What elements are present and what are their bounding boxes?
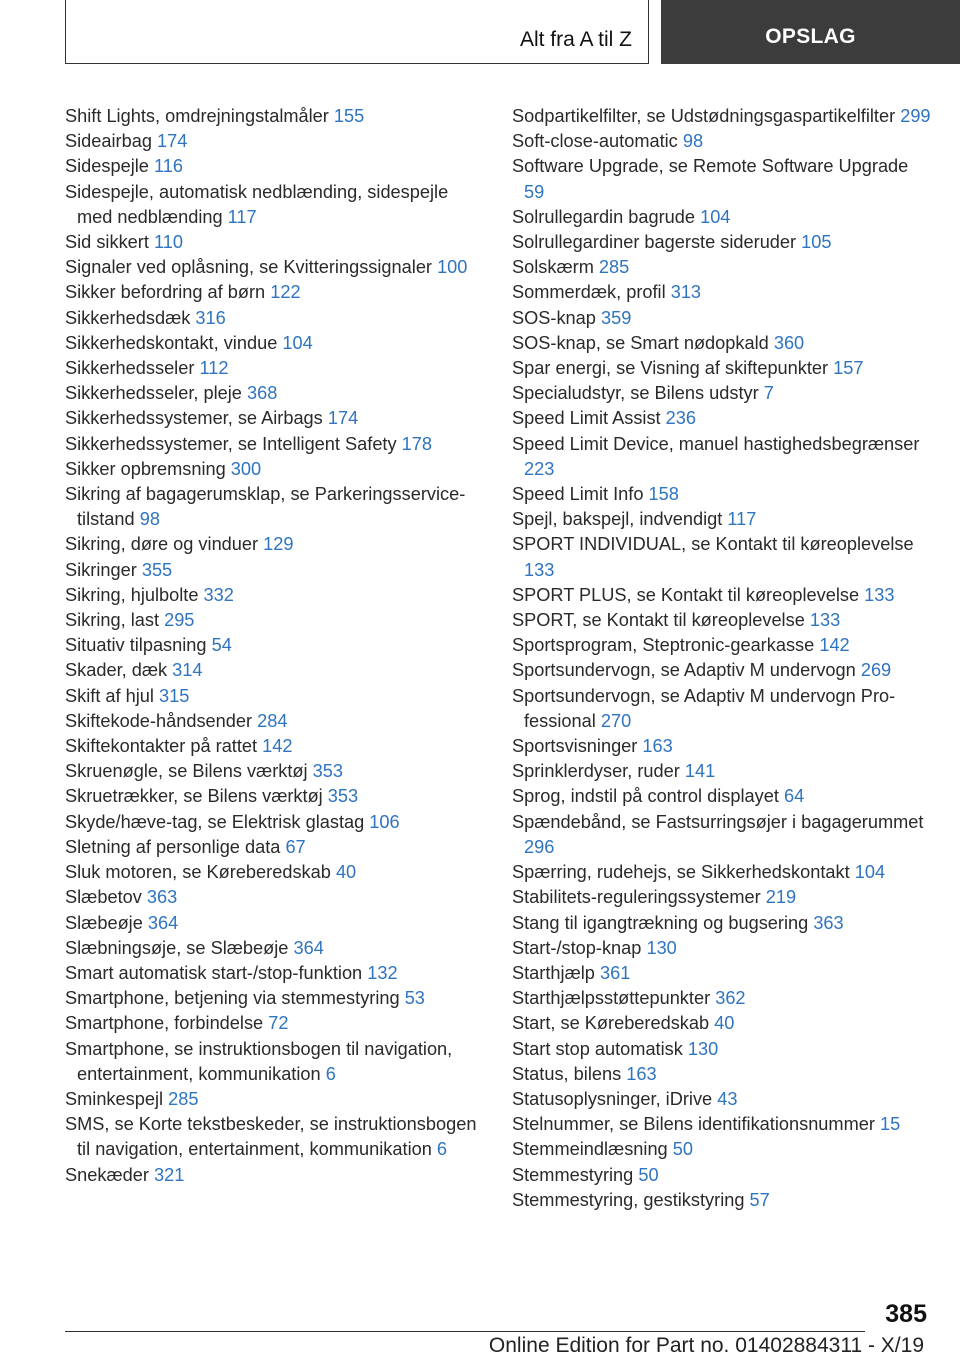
- entry-term: Sikkerhedskontakt, vindue: [65, 332, 278, 353]
- index-entry: [65, 280, 485, 305]
- entry-page-link[interactable]: 316: [195, 307, 226, 328]
- index-entry: [65, 684, 485, 709]
- index-entry: [512, 255, 932, 280]
- entry-page-link[interactable]: 368: [246, 383, 278, 404]
- entry-term: Spændebånd, se Fastsurringsøjer i bagagerummet: [512, 811, 924, 832]
- entry-term: Snekæder: [65, 1164, 149, 1185]
- entry-term: Sikker opbremsning: [65, 458, 226, 479]
- entry-term: Sikring, hjulbolte: [65, 584, 199, 605]
- entry-term: Sikkerhedsseler, pleje: [65, 383, 242, 404]
- entry-term: Solrullegardin bagrude: [512, 206, 696, 227]
- entry-term: Sikringer: [65, 559, 137, 580]
- entry-term: Skiftekontakter på rattet: [65, 736, 258, 757]
- entry-term: Start, se Køreberedskab: [512, 1013, 710, 1034]
- index-entry: [512, 784, 932, 809]
- entry-term: Speed Limit Device, manuel hastighedsbegrænser: [512, 433, 920, 454]
- entry-page-link[interactable]: 332: [203, 584, 234, 605]
- index-entry: [65, 835, 485, 860]
- index-entry: [65, 1112, 485, 1162]
- entry-term: Stemmestyring, gestikstyring: [512, 1189, 745, 1210]
- entry-page-link[interactable]: 142: [819, 635, 850, 656]
- index-entry: [65, 482, 485, 532]
- entry-term: Sikring af bagagerumsklap, se Parkeringsservicetilstand: [65, 484, 466, 530]
- entry-page-link[interactable]: 223: [524, 458, 555, 479]
- index-entry: [65, 104, 485, 129]
- entry-page-link[interactable]: 7: [763, 383, 774, 404]
- section-title: Alt fra A til Z: [519, 28, 632, 51]
- entry-page-link[interactable]: 57: [749, 1189, 770, 1210]
- entry-term: Sommerdæk, profil: [512, 282, 666, 303]
- entry-page-link[interactable]: 40: [714, 1013, 735, 1034]
- index-entry: [512, 734, 932, 759]
- entry-page-link[interactable]: 142: [262, 736, 293, 757]
- index-entry: [512, 356, 932, 381]
- index-entry: [512, 860, 932, 885]
- entry-term: SOS-knap: [512, 307, 596, 328]
- entry-term: Sportsundervogn, se Adaptiv M undervogn Professional: [512, 685, 896, 731]
- entry-page-link[interactable]: 50: [672, 1139, 693, 1160]
- footer-edition: Online Edition for Part no. 01402884311 - X/19: [488, 1334, 924, 1357]
- index-entry: [512, 381, 932, 406]
- index-entry: [65, 608, 485, 633]
- entry-page-link[interactable]: 141: [684, 761, 716, 782]
- index-entry: [512, 810, 932, 860]
- entry-term: Sidespejle: [65, 156, 149, 177]
- entry-page-link[interactable]: 163: [642, 736, 673, 757]
- index-entry: [512, 482, 932, 507]
- entry-term: Soft-close-automatic: [512, 131, 678, 152]
- chapter-tab-label: OPSLAG: [765, 25, 856, 48]
- entry-page-link[interactable]: 155: [333, 106, 365, 126]
- index-entry: [512, 230, 932, 255]
- entry-page-link[interactable]: 129: [263, 534, 294, 555]
- index-entry: [65, 583, 485, 608]
- entry-term: SMS, se Korte tekstbeskeder, se instruktionsbogen til navigation, entertainment, kommunikation: [65, 1114, 477, 1160]
- entry-term: Sikkerhedsseler: [65, 358, 195, 379]
- entry-term: Statusoplysninger, iDrive: [512, 1088, 713, 1109]
- index-entry: [65, 961, 485, 986]
- entry-page-link[interactable]: 53: [404, 988, 425, 1009]
- index-entry: [65, 633, 485, 658]
- entry-term: Solrullegardiner bagerste sideruder: [512, 232, 797, 253]
- entry-term: Skader, dæk: [65, 660, 168, 681]
- entry-page-link[interactable]: 314: [172, 660, 203, 681]
- index-entry: [512, 633, 932, 658]
- entry-term: Sikker befordring af børn: [65, 282, 266, 303]
- entry-page-link[interactable]: 359: [600, 307, 632, 328]
- entry-term: SPORT INDIVIDUAL, se Kontakt til køreoplevelse: [512, 534, 914, 555]
- entry-term: Sikkerhedsdæk: [65, 307, 191, 328]
- entry-page-link[interactable]: 133: [524, 559, 555, 580]
- index-entry: [65, 1011, 485, 1036]
- entry-page-link[interactable]: 130: [687, 1038, 719, 1059]
- entry-term: Stemmestyring: [512, 1164, 634, 1185]
- entry-page-link[interactable]: 285: [598, 257, 630, 278]
- entry-term: Spærring, rudehejs, se Sikkerhedskontakt: [512, 862, 850, 883]
- entry-term: Sidespejle, automatisk nedblænding, sidespejle med nedblænding: [65, 181, 449, 227]
- entry-term: Stabilitets-reguleringssystemer: [512, 887, 761, 908]
- index-entry: [512, 331, 932, 356]
- index-entry: [512, 432, 932, 482]
- entry-term: Skyde/hæve-tag, se Elektrisk glastag: [65, 811, 365, 832]
- entry-page-link[interactable]: 64: [783, 786, 805, 807]
- index-entry: [512, 658, 932, 683]
- index-entry: [65, 759, 485, 784]
- index-entry: [512, 1087, 932, 1112]
- entry-page-link[interactable]: 315: [159, 685, 190, 706]
- entry-page-link[interactable]: 104: [854, 862, 886, 883]
- index-entry: [65, 810, 485, 835]
- index-entry: [65, 1163, 485, 1188]
- entry-page-link[interactable]: 360: [773, 332, 805, 353]
- index-entry: [65, 1087, 485, 1112]
- index-entry: [65, 532, 485, 557]
- entry-page-link[interactable]: 219: [765, 887, 797, 908]
- entry-term: Start stop automatisk: [512, 1038, 683, 1059]
- entry-page-link[interactable]: 6: [325, 1063, 336, 1084]
- index-entry: [65, 709, 485, 734]
- index-entry: [512, 154, 932, 204]
- entry-term: Skiftekode-håndsender: [65, 710, 253, 731]
- entry-term: Smartphone, betjening via stemmestyring: [65, 988, 400, 1009]
- entry-page-link[interactable]: 284: [257, 710, 288, 731]
- index-entry: [65, 180, 485, 230]
- index-entry: [65, 381, 485, 406]
- index-entry: [512, 684, 932, 734]
- entry-term: Sletning af personlige data: [65, 836, 281, 857]
- entry-term: Sportsvisninger: [512, 736, 638, 757]
- entry-page-link[interactable]: 116: [153, 156, 183, 177]
- entry-page-link[interactable]: 106: [369, 811, 400, 832]
- index-entry: [512, 986, 932, 1011]
- entry-term: Starthjælp: [512, 962, 595, 983]
- entry-term: Sminkespejl: [65, 1088, 164, 1109]
- entry-page-link[interactable]: 300: [230, 458, 262, 479]
- entry-page-link[interactable]: 362: [715, 988, 746, 1009]
- entry-page-link[interactable]: 285: [168, 1088, 199, 1109]
- index-entry: [512, 1137, 932, 1162]
- entry-page-link[interactable]: 67: [285, 836, 306, 857]
- entry-term: Sprinklerdyser, ruder: [512, 761, 680, 782]
- index-entry: [512, 608, 932, 633]
- entry-page-link[interactable]: 54: [211, 635, 232, 656]
- entry-page-link[interactable]: 270: [600, 710, 632, 731]
- index-entry: [512, 911, 932, 936]
- entry-term: Spar energi, se Visning af skiftepunkter: [512, 358, 829, 379]
- index-entry: [512, 306, 932, 331]
- entry-term: Status, bilens: [512, 1063, 622, 1084]
- entry-term: SPORT, se Kontakt til køreoplevelse: [512, 610, 805, 631]
- entry-page-link[interactable]: 98: [139, 509, 160, 530]
- entry-term: Sideairbag: [65, 131, 152, 152]
- index-entry: [512, 885, 932, 910]
- entry-term: Skruenøgle, se Bilens værktøj: [65, 761, 308, 782]
- index-column-right: [512, 104, 932, 1213]
- entry-page-link[interactable]: 353: [312, 761, 344, 782]
- entry-page-link[interactable]: 321: [153, 1164, 185, 1185]
- index-entry: [65, 306, 485, 331]
- entry-term: Software Upgrade, se Remote Software Upgrade: [512, 156, 909, 177]
- index-entry: [65, 658, 485, 683]
- page-number: 385: [885, 1300, 927, 1328]
- entry-term: Sikring, døre og vinduer: [65, 534, 259, 555]
- index-entry: [65, 986, 485, 1011]
- entry-term: Sluk motoren, se Køreberedskab: [65, 862, 331, 883]
- index-entry: [512, 507, 932, 532]
- index-entry: [512, 759, 932, 784]
- entry-page-link[interactable]: 299: [900, 106, 931, 126]
- entry-page-link[interactable]: 59: [524, 181, 545, 202]
- entry-page-link[interactable]: 117: [727, 509, 757, 530]
- entry-term: Skift af hjul: [65, 685, 154, 706]
- entry-page-link[interactable]: 43: [717, 1088, 738, 1109]
- entry-term: Sikring, last: [65, 610, 160, 631]
- entry-page-link[interactable]: 174: [157, 131, 188, 152]
- entry-page-link[interactable]: 174: [327, 408, 359, 429]
- entry-term: Smartphone, se instruktionsbogen til navigation, entertainment, kommunikation: [65, 1038, 453, 1084]
- entry-page-link[interactable]: 110: [153, 232, 183, 253]
- entry-term: Sportsundervogn, se Adaptiv M undervogn: [512, 660, 856, 681]
- entry-page-link[interactable]: 361: [599, 962, 631, 983]
- index-entry: [65, 255, 485, 280]
- entry-term: Sikkerhedssystemer, se Airbags: [65, 408, 323, 429]
- index-entry: [65, 734, 485, 759]
- entry-term: Solskærm: [512, 257, 594, 278]
- footer-divider: [65, 1331, 865, 1332]
- index-entry: [65, 1037, 485, 1087]
- index-entry: [512, 406, 932, 431]
- index-entry: [65, 457, 485, 482]
- entry-page-link[interactable]: 269: [860, 660, 892, 681]
- entry-page-link[interactable]: 133: [809, 610, 841, 631]
- entry-term: Starthjælpsstøttepunkter: [512, 988, 711, 1009]
- entry-page-link[interactable]: 132: [367, 962, 398, 983]
- entry-term: Situativ tilpasning: [65, 635, 207, 656]
- entry-page-link[interactable]: 355: [141, 559, 173, 580]
- index-entry: [65, 784, 485, 809]
- entry-term: Slæbetov: [65, 887, 142, 908]
- entry-page-link[interactable]: 130: [646, 937, 677, 958]
- index-entry: [512, 1112, 932, 1137]
- entry-page-link[interactable]: 363: [146, 887, 178, 908]
- index-entry: [512, 936, 932, 961]
- index-entry: [512, 961, 932, 986]
- entry-term: Speed Limit Assist: [512, 408, 661, 429]
- entry-term: SOS-knap, se Smart nødopkald: [512, 332, 769, 353]
- entry-page-link[interactable]: 98: [682, 131, 704, 152]
- index-entry: [512, 1037, 932, 1062]
- index-entry: [65, 331, 485, 356]
- entry-term: Stemmeindlæsning: [512, 1139, 668, 1160]
- entry-page-link[interactable]: 112: [199, 358, 229, 379]
- index-entry: [65, 558, 485, 583]
- index-entry: [65, 230, 485, 255]
- entry-page-link[interactable]: 133: [864, 584, 895, 605]
- entry-page-link[interactable]: 157: [833, 358, 864, 379]
- index-entry: [512, 129, 932, 154]
- index-entry: [512, 532, 932, 582]
- entry-page-link[interactable]: 158: [648, 484, 679, 505]
- index-entry: [512, 1011, 932, 1036]
- entry-page-link[interactable]: 40: [335, 862, 357, 883]
- entry-term: Stelnummer, se Bilens identifikationsnummer: [512, 1114, 875, 1135]
- entry-term: Spejl, bakspejl, indvendigt: [512, 509, 723, 530]
- entry-term: Smart automatisk start-/stop-funktion: [65, 962, 363, 983]
- entry-term: Slæbningsøje, se Slæbeøje: [65, 937, 289, 958]
- entry-page-link[interactable]: 122: [270, 282, 301, 303]
- entry-term: Shift Lights, omdrejningstalmåler: [65, 106, 329, 126]
- entry-term: Sikkerhedssystemer, se Intelligent Safety: [65, 433, 397, 454]
- index-entry: [512, 205, 932, 230]
- index-entry: [65, 356, 485, 381]
- index-entry: [512, 583, 932, 608]
- entry-page-link[interactable]: 104: [282, 332, 313, 353]
- index-entry: [512, 280, 932, 305]
- entry-page-link[interactable]: 296: [524, 836, 555, 857]
- entry-term: Smartphone, forbindelse: [65, 1013, 264, 1034]
- index-column-left: [65, 104, 485, 1188]
- entry-page-link[interactable]: 100: [437, 257, 468, 278]
- chapter-tab: [661, 0, 960, 64]
- entry-term: Specialudstyr, se Bilens udstyr: [512, 383, 759, 404]
- entry-page-link[interactable]: 363: [813, 912, 844, 933]
- entry-page-link[interactable]: 163: [626, 1063, 657, 1084]
- index-entry: [512, 1062, 932, 1087]
- entry-page-link[interactable]: 313: [670, 282, 702, 303]
- index-entry: [65, 911, 485, 936]
- index-entry: [65, 432, 485, 457]
- entry-page-link[interactable]: 72: [268, 1013, 289, 1034]
- index-entry: [512, 104, 932, 129]
- entry-page-link[interactable]: 364: [293, 937, 324, 958]
- entry-term: Speed Limit Info: [512, 484, 644, 505]
- entry-term: Signaler ved oplåsning, se Kvitteringssignaler: [65, 257, 432, 278]
- entry-term: Slæbeøje: [65, 912, 143, 933]
- entry-term: Sid sikkert: [65, 232, 149, 253]
- entry-page-link[interactable]: 295: [164, 610, 195, 631]
- index-entry: [65, 936, 485, 961]
- entry-page-link[interactable]: 6: [436, 1139, 448, 1160]
- entry-term: Sportsprogram, Steptronic-gearkasse: [512, 635, 815, 656]
- entry-term: Sprog, indstil på control displayet: [512, 786, 779, 807]
- index-entry: [65, 129, 485, 154]
- entry-term: Sodpartikelfilter, se Udstødningsgaspartikelfilter: [512, 106, 896, 126]
- entry-term: SPORT PLUS, se Kontakt til køreoplevelse: [512, 584, 860, 605]
- entry-page-link[interactable]: 364: [147, 912, 179, 933]
- index-entry: [512, 1188, 932, 1213]
- entry-page-link[interactable]: 236: [665, 408, 697, 429]
- index-entry: [65, 154, 485, 179]
- entry-page-link[interactable]: 117: [227, 206, 257, 227]
- index-entry: [65, 406, 485, 431]
- entry-page-link[interactable]: 353: [327, 786, 359, 807]
- entry-page-link[interactable]: 15: [879, 1114, 901, 1135]
- entry-page-link[interactable]: 50: [638, 1164, 659, 1185]
- entry-term: Skruetrækker, se Bilens værktøj: [65, 786, 323, 807]
- entry-page-link[interactable]: 105: [801, 232, 832, 253]
- entry-term: Stang til igangtrækning og bugsering: [512, 912, 809, 933]
- index-entry: [65, 860, 485, 885]
- entry-term: Start-/stop-knap: [512, 937, 642, 958]
- entry-page-link[interactable]: 178: [401, 433, 432, 454]
- index-entry: [65, 885, 485, 910]
- index-entry: [512, 1163, 932, 1188]
- entry-page-link[interactable]: 104: [700, 206, 731, 227]
